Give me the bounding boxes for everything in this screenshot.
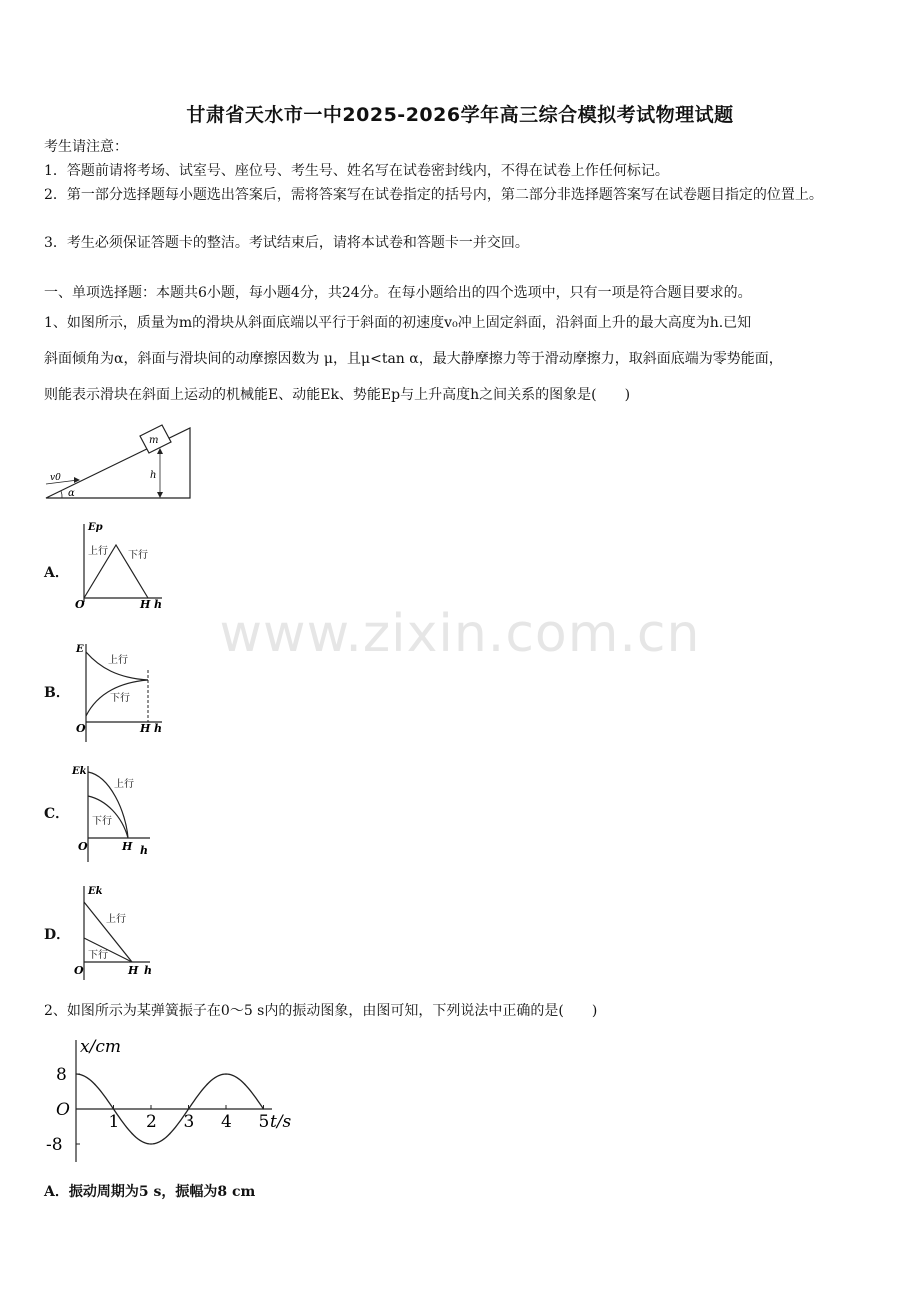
axis-y-b: E xyxy=(76,644,84,655)
origin-c: O xyxy=(78,840,88,853)
down-label-b: 下行 xyxy=(110,693,130,704)
data-point xyxy=(132,1133,133,1134)
up-label-c: 上行 xyxy=(114,779,134,790)
data-point xyxy=(207,1084,208,1085)
down-label-d: 下行 xyxy=(88,950,108,961)
down-label-c: 下行 xyxy=(92,816,112,827)
up-label-a: 上行 xyxy=(88,546,108,557)
data-point xyxy=(94,1084,95,1085)
x-axis-label: t/s xyxy=(270,1112,292,1132)
xmark-d: H xyxy=(128,964,139,977)
page-title: 甘肃省天水市一中2025-2026学年高三综合模拟考试物理试题 xyxy=(186,104,734,126)
option-a-label[interactable]: A． xyxy=(44,565,69,581)
mass-label: m xyxy=(149,435,159,446)
y-axis-label: x/cm xyxy=(80,1037,121,1057)
incline-figure xyxy=(40,420,200,500)
origin-d: O xyxy=(74,964,84,977)
down-label-a: 下行 xyxy=(128,550,148,561)
height-label: h xyxy=(150,470,157,481)
up-label-d: 上行 xyxy=(106,914,126,925)
xaxis-b: h xyxy=(154,722,162,735)
angle-label: α xyxy=(68,488,75,499)
option-b-label[interactable]: B． xyxy=(44,685,70,701)
watermark: www.zixin.com.cn xyxy=(219,604,701,664)
y-tick-label: -8 xyxy=(46,1135,63,1155)
y-tick-label: O xyxy=(56,1100,70,1120)
x-tick-label: 1 xyxy=(108,1112,120,1132)
origin-b: O xyxy=(76,722,86,735)
q2-vibration-chart xyxy=(44,1030,304,1165)
axis-y-c: Ek xyxy=(72,766,87,777)
notice-item-3: 3．考生必须保证答题卡的整洁。考试结束后，请将本试卷和答题卡一并交回。 xyxy=(44,235,529,251)
x-tick-label: 5 xyxy=(258,1112,270,1132)
option-a-graph xyxy=(70,518,170,618)
xaxis-a: h xyxy=(154,598,162,611)
data-point xyxy=(169,1133,170,1134)
section-heading: 一、单项选择题：本题共6小题，每小题4分，共24分。在每小题给出的四个选项中，只有一项是符合题目要求的。 xyxy=(44,285,752,301)
xmark-c: H xyxy=(122,840,133,853)
xaxis-c: h xyxy=(140,844,148,857)
xmark-a: H xyxy=(140,598,151,611)
data-point xyxy=(225,1073,226,1074)
q1-text-line2: 斜面倾角为α，斜面与滑块间的动摩擦因数为 μ，且μ<tan α，最大静摩擦力等于滑动摩擦力，取斜面底端为零势能面， xyxy=(44,351,783,367)
q1-text-line3: 则能表示滑块在斜面上运动的机械能E、动能Ek、势能Ep与上升高度h之间关系的图象是( ) xyxy=(44,387,631,403)
option-d-graph xyxy=(70,882,170,982)
option-c-graph xyxy=(70,762,170,862)
option-c-label[interactable]: C． xyxy=(44,806,70,822)
up-label-b: 上行 xyxy=(108,655,128,666)
y-tick-label: 8 xyxy=(56,1065,67,1085)
axis-y-a: Ep xyxy=(88,522,103,533)
q2-option-a[interactable]: A．振动周期为5 s，振幅为8 cm xyxy=(44,1184,256,1200)
notice-item-1: 1．答题前请将考场、试室号、座位号、考生号、姓名写在试卷密封线内，不得在试卷上作任何标记。 xyxy=(44,163,669,179)
option-b-graph xyxy=(70,640,170,740)
x-tick-label: 4 xyxy=(221,1112,232,1132)
data-point xyxy=(244,1084,245,1085)
notice-item-2: 2．第一部分选择题每小题选出答案后，需将答案写在试卷指定的括号内，第二部分非选择题答案写在试卷题目指定的位置上。 xyxy=(44,187,823,203)
option-d-label[interactable]: D． xyxy=(44,927,71,943)
x-tick-label: 2 xyxy=(146,1112,157,1132)
velocity-label: v0 xyxy=(50,473,61,483)
axis-y-d: Ek xyxy=(88,886,103,897)
notice-heading: 考生请注意： xyxy=(44,139,128,155)
origin-a: O xyxy=(75,598,85,611)
q1-text-line1: 1、如图所示，质量为m的滑块从斜面底端以平行于斜面的初速度v₀冲上固定斜面，沿斜面上升的最大高度为h.已知 xyxy=(44,315,752,331)
x-tick-label: 3 xyxy=(183,1112,195,1132)
data-point xyxy=(150,1143,151,1144)
xmark-b: H xyxy=(140,722,151,735)
xaxis-d: h xyxy=(144,964,152,977)
q2-text: 2、如图所示为某弹簧振子在0～5 s内的振动图象，由图可知，下列说法中正确的是( ) xyxy=(44,1003,598,1019)
